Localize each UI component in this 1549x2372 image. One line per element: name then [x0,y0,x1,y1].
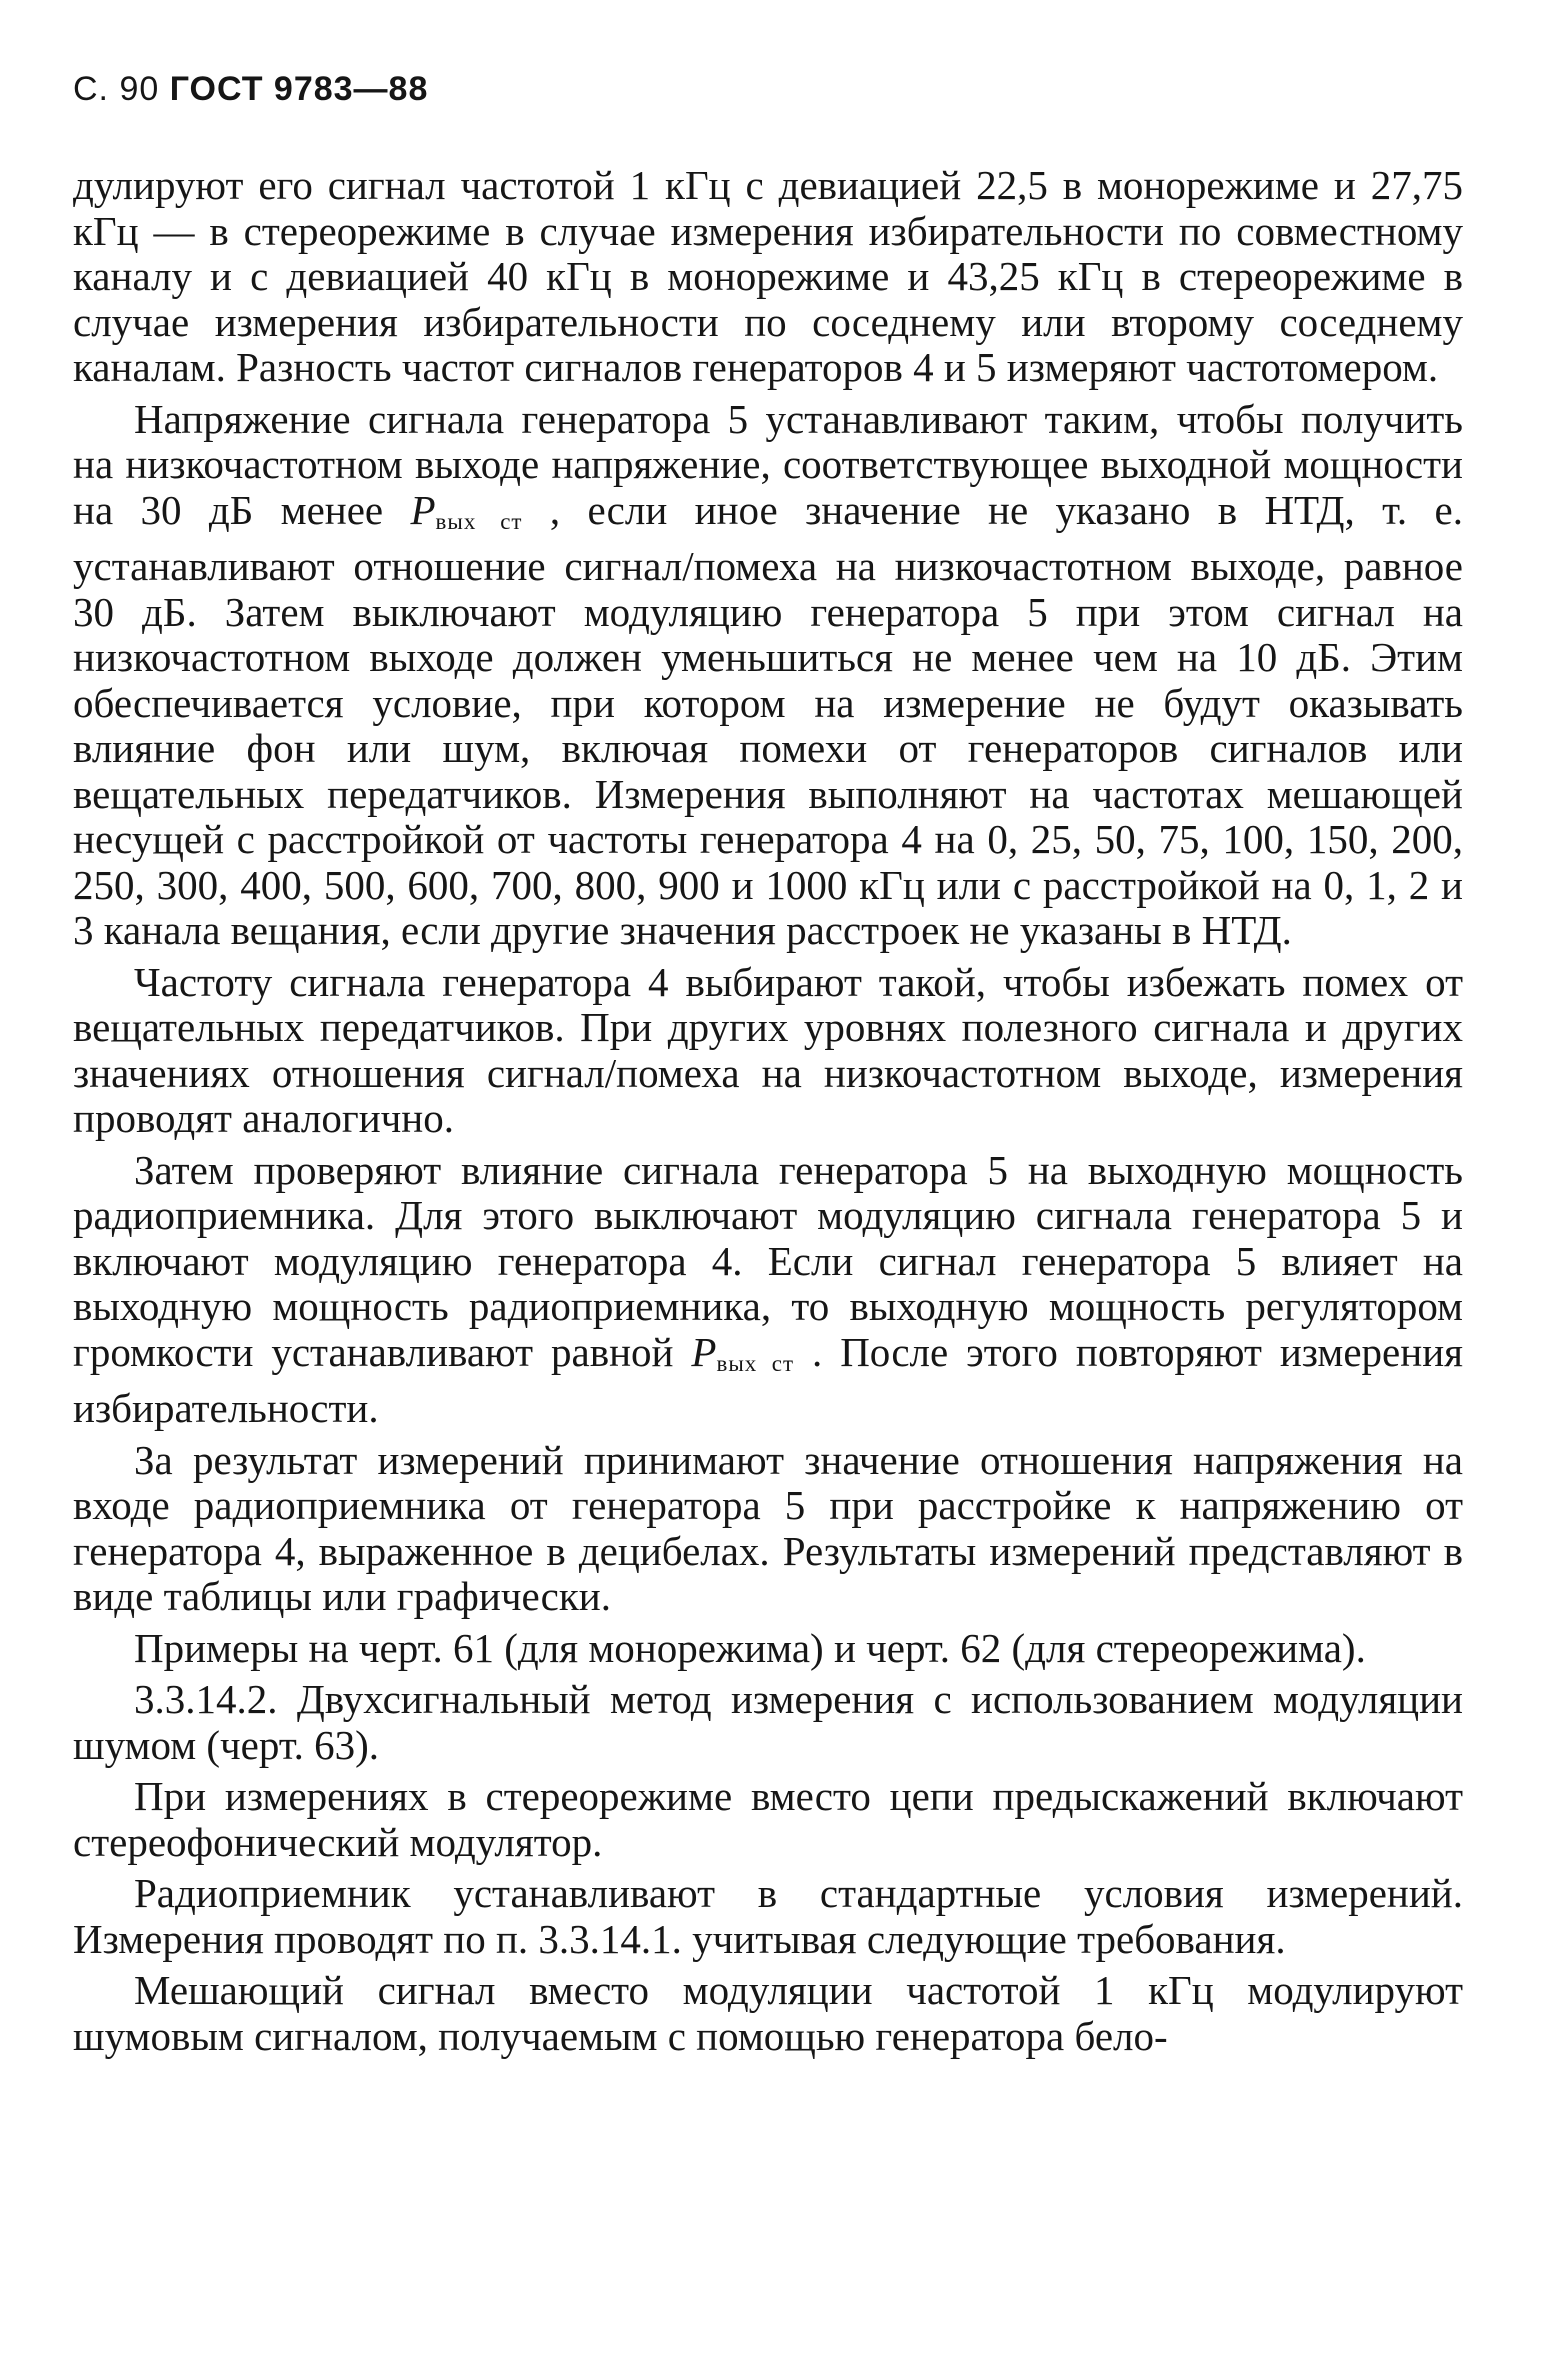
paragraph-1: дулируют его сигнал частотой 1 кГц с девиацией 22,5 в монорежиме и 27,75 кГц — в стереорежиме в случае измерения избирательности по совместному каналу и с девиацией 40 кГц в монорежиме и 43,25 кГц в стереорежиме в случае измерения избирательности по соседнему или второму соседнему каналам. Разность частот сигналов генераторов 4 и 5 измеряют частотомером. [73,162,1463,390]
power-symbol: P [410,486,436,533]
power-subscript: вых ст [435,508,523,534]
paragraph-3: Частоту сигнала генератора 4 выбирают такой, чтобы избежать помех от вещательных передатчиков. При других уровнях полезного сигнала и других значениях отношения сигнал/помеха на низкочастотном выходе, измерения проводят аналогично. [73,958,1463,1141]
paragraph-4 [73,1148,1463,1432]
power-subscript: вых ст [716,1350,795,1376]
paragraph-8: При измерениях в стереорежиме вместо цепи предыскажений включают стереофонический модулятор. [73,1773,1463,1865]
paragraph-7-section-heading: 3.3.14.2. Двухсигнальный метод измерения с использованием модуляции шумом (черт. 63). [73,1676,1463,1768]
paragraph-5: За результат измерений принимают значение отношения напряжения на входе радиоприемника от генератора 5 при расстройке к напряжению от генератора 4, выраженное в децибелах. Результаты измерений представляют в виде таблицы или графически. [73,1436,1463,1619]
paragraph-10: Мешающий сигнал вместо модуляции частотой 1 кГц модулируют шумовым сигналом, получаемым с помощью генератора бело- [73,1967,1463,2059]
document-page [73,70,1463,2065]
power-symbol: P [691,1328,717,1375]
paragraph-9: Радиоприемник устанавливают в стандартные условия измерений. Измерения проводят по п. 3.3.14.1. учитывая следующие требования. [73,1870,1463,1962]
document-body [73,163,1463,2059]
paragraph-2-text-b: , если иное значение не указано в НТД, т. е. устанавливают отношение сигнал/помеха на низкочастотном выходе, равное 30 дБ. Затем выключают модуляцию генератора 5 при этом сигнал на низкочастотном выходе должен уменьшиться не менее чем на 10 дБ. Этим обеспечивается условие, при котором на измерение не будут оказывать влияние фон или шум, включая помехи от генераторов сигналов или вещательных передатчиков. Измерения выполняют на частотах мешающей несущей с расстройкой от частоты генератора 4 на 0, 25, 50, 75, 100, 150, 200, 250, 300, 400, 500, 600, 700, 800, 900 и 1000 кГц или с расстройкой на 0, 1, 2 и 3 канала вещания, если другие значения расстроек не указаны в НТД. [73,486,1463,953]
paragraph-6: Примеры на черт. 61 (для монорежима) и черт. 62 (для стереорежима). [134,1624,1366,1671]
paragraph-4-text-a: Затем проверяют влияние сигнала генератора 5 на выходную мощность радиоприемника. Для этого выключают модуляцию сигнала генератора 5 и включают модуляцию генератора 4. Если сигнал генератора 5 влияет на выходную мощность радиоприемника, то выходную мощность регулятором громкости устанавливают равной [73,1146,1463,1375]
page-number: С. 90 [73,70,160,108]
paragraph-4-text-b: . После этого повторяют измерения избирательности. [73,1328,1463,1431]
page-header [73,70,1463,109]
standard-code: ГОСТ 9783—88 [169,70,429,108]
paragraph-2 [73,397,1463,954]
paragraph-2-text-a: Напряжение сигнала генератора 5 устанавливают таким, чтобы получить на низкочастотном выходе напряжение, соответствующее выходной мощности на 30 дБ менее [73,395,1463,533]
